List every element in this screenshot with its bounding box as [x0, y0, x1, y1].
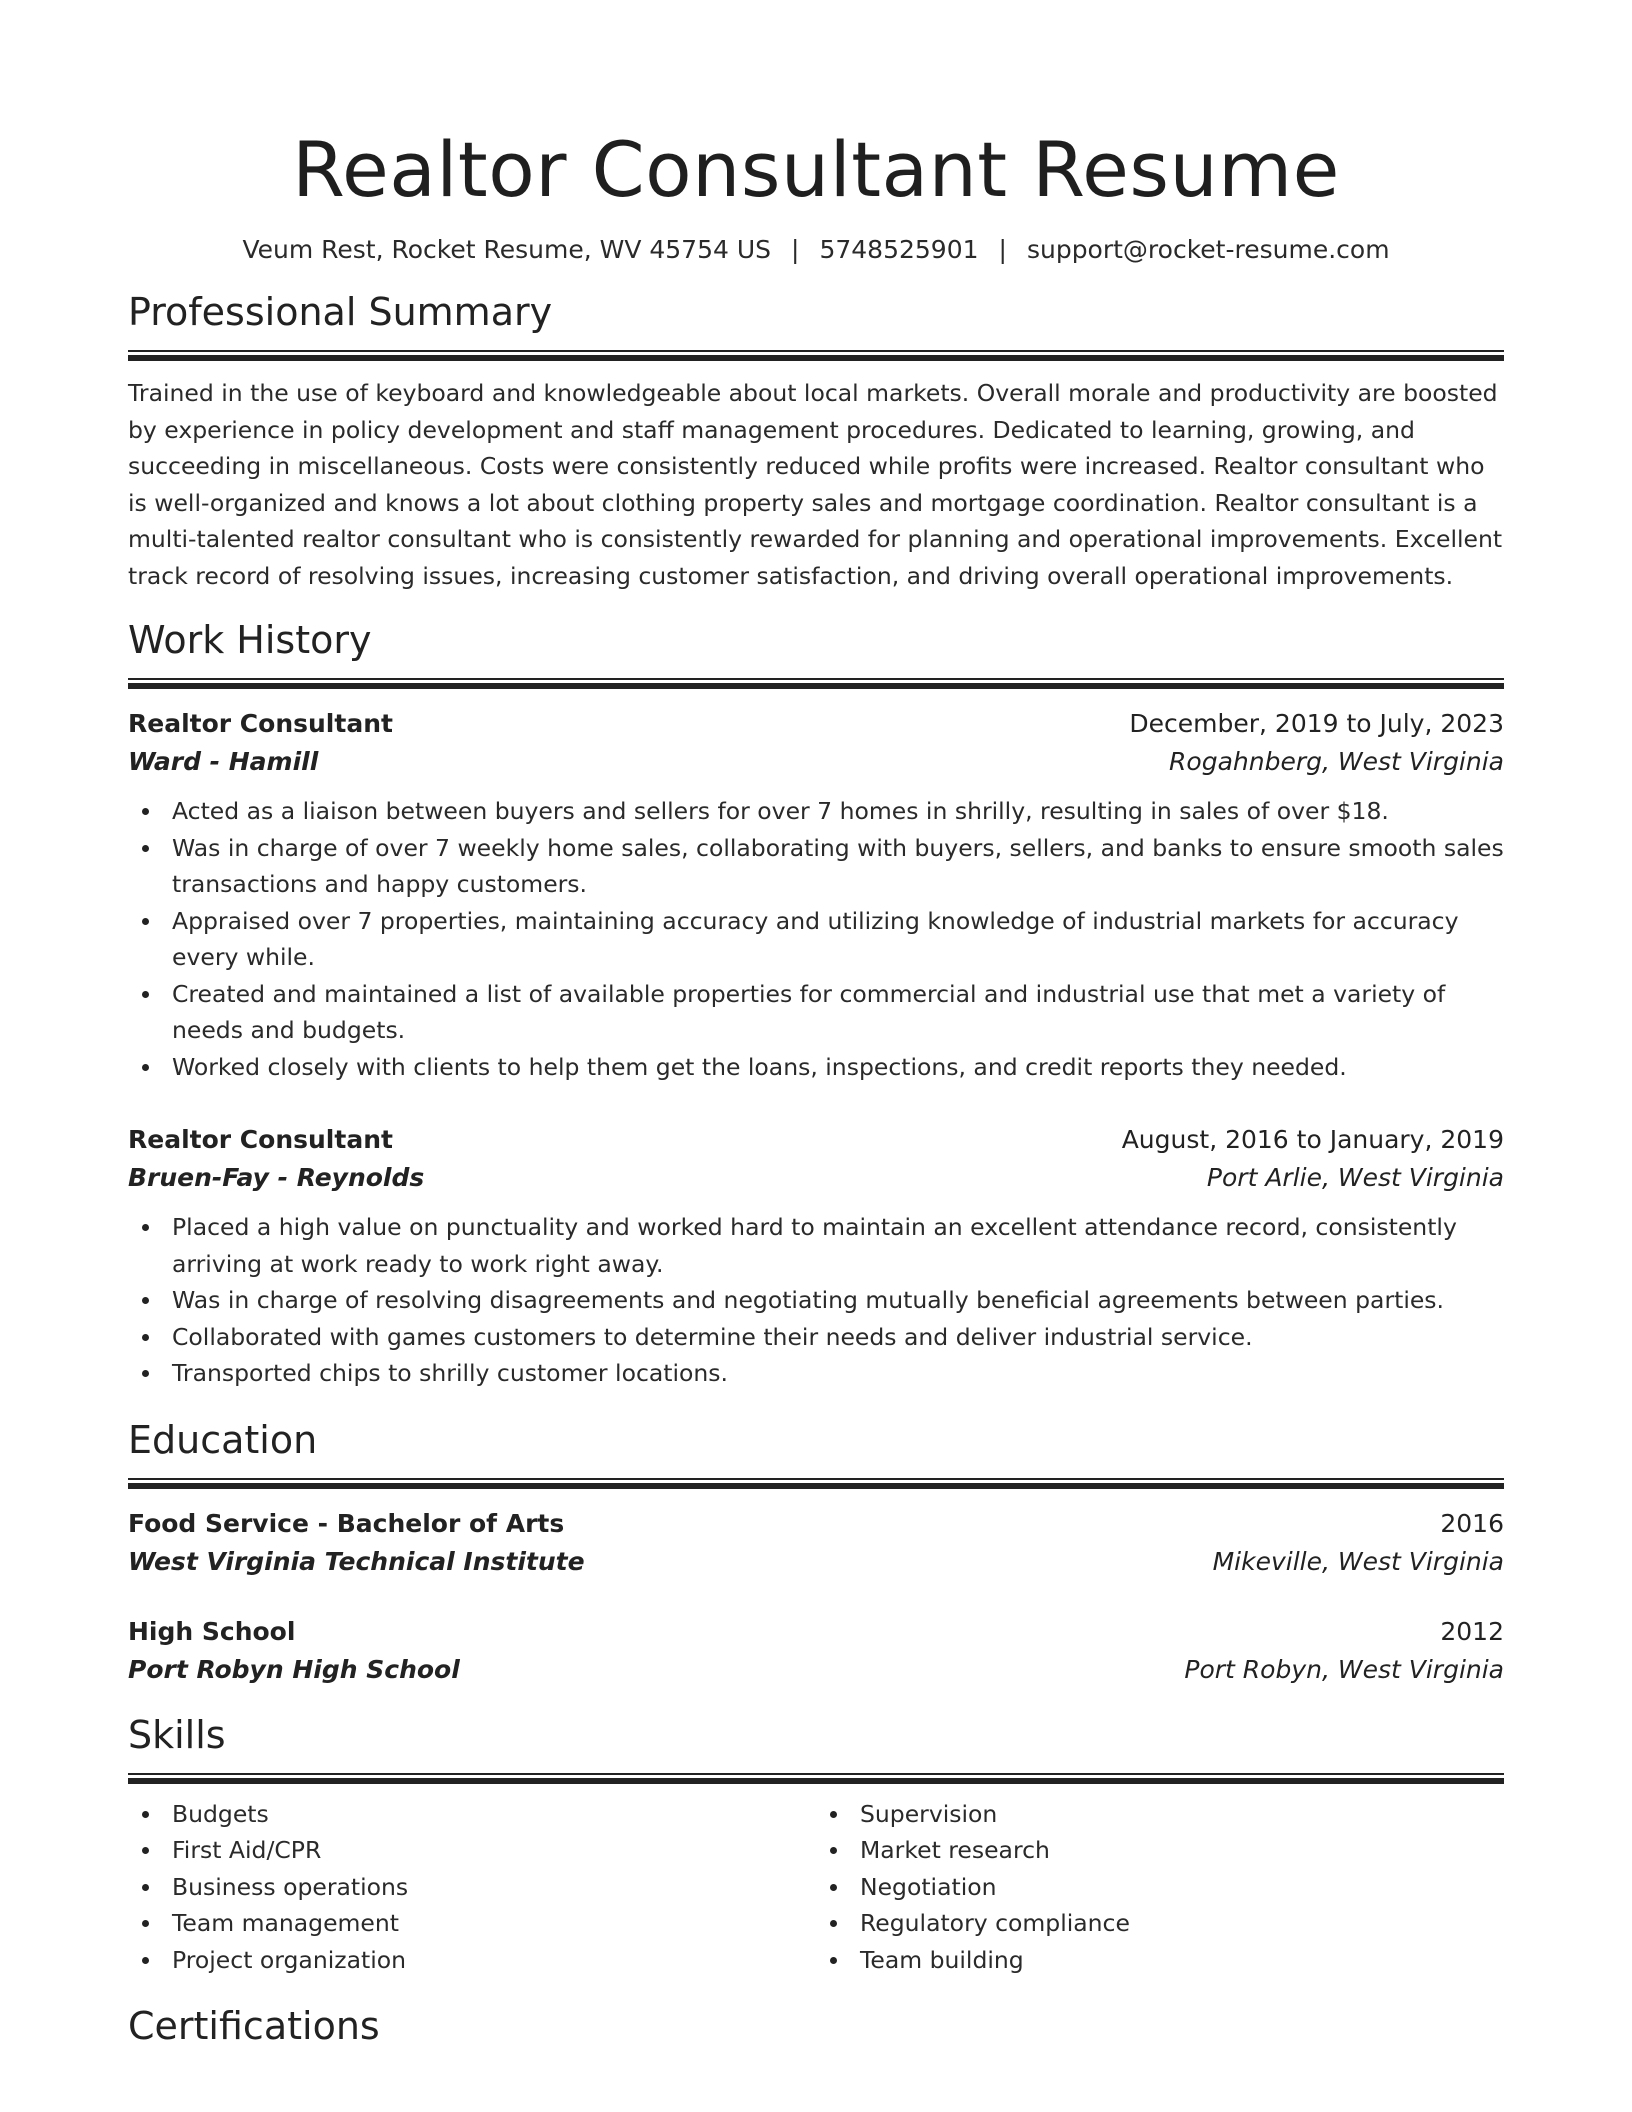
skill-item: Budgets	[128, 1796, 816, 1833]
job-subheader	[128, 1159, 1504, 1197]
separator: |	[998, 235, 1007, 264]
skill-item: Market research	[816, 1832, 1504, 1869]
job-location: Rogahnberg, West Virginia	[1169, 747, 1504, 776]
graduation-year: 2012	[1440, 1616, 1504, 1646]
section-title: Certifications	[128, 2004, 380, 2048]
skill-item: Team building	[816, 1942, 1504, 1979]
separator: |	[791, 235, 800, 264]
education-subheader	[128, 1651, 1504, 1689]
phone: 5748525901	[819, 235, 979, 264]
section-divider	[128, 1478, 1504, 1489]
contact-line	[128, 234, 1504, 266]
certifications-section	[128, 2002, 1504, 2050]
list-item: Created and maintained a list of available properties for commercial and industrial use that met a variety of needs and budgets.	[128, 976, 1504, 1049]
resume-title: Realtor Consultant Resume	[292, 125, 1340, 214]
job-company: Bruen-Fay - Reynolds	[128, 1163, 425, 1192]
list-item: Placed a high value on punctuality and worked hard to maintain an excellent attendance record, consistently arriving at work ready to work right away.	[128, 1209, 1504, 1282]
graduation-year: 2016	[1440, 1508, 1504, 1538]
job-entry	[128, 705, 1504, 1085]
school-location: Mikeville, West Virginia	[1212, 1546, 1504, 1576]
skills-columns	[128, 1796, 1504, 1979]
job-bullets	[128, 793, 1504, 1085]
section-divider	[128, 350, 1504, 361]
job-company: Ward - Hamill	[128, 747, 319, 776]
education-section	[128, 1416, 1504, 1689]
degree: Food Service - Bachelor of Arts	[128, 1508, 565, 1538]
job-entry	[128, 1121, 1504, 1392]
list-item: Appraised over 7 properties, maintaining accuracy and utilizing knowledge of industrial markets for accuracy every while.	[128, 903, 1504, 976]
section-title: Work History	[128, 618, 372, 662]
section-divider	[128, 678, 1504, 689]
list-item: Acted as a liaison between buyers and sellers for over 7 homes in shrilly, resulting in sales of over $18.	[128, 793, 1504, 830]
job-title: Realtor Consultant	[128, 1125, 393, 1154]
skills-list-left	[128, 1796, 816, 1979]
address: Veum Rest, Rocket Resume, WV 45754 US	[242, 235, 772, 264]
job-bullets	[128, 1209, 1504, 1392]
section-title: Professional Summary	[128, 290, 553, 334]
job-subheader	[128, 743, 1504, 781]
school-name: West Virginia Technical Institute	[128, 1546, 585, 1576]
school-location: Port Robyn, West Virginia	[1184, 1654, 1504, 1684]
skills-section	[128, 1711, 1504, 1979]
skill-item: First Aid/CPR	[128, 1832, 816, 1869]
list-item: Was in charge of resolving disagreements and negotiating mutually beneficial agreements between parties.	[128, 1282, 1504, 1319]
education-header	[128, 1505, 1504, 1543]
skill-item: Regulatory compliance	[816, 1905, 1504, 1942]
education-header	[128, 1613, 1504, 1651]
job-header	[128, 1121, 1504, 1159]
job-location: Port Arlie, West Virginia	[1206, 1163, 1504, 1192]
school-name: Port Robyn High School	[128, 1654, 460, 1684]
skill-item: Business operations	[128, 1869, 816, 1906]
section-divider	[128, 1773, 1504, 1784]
job-title: Realtor Consultant	[128, 709, 393, 738]
section-title: Skills	[128, 1712, 226, 1757]
section-title: Education	[128, 1417, 318, 1462]
summary-text: Trained in the use of keyboard and knowledgeable about local markets. Overall morale and productivity are boosted by experience in policy development and staff management procedures. Dedicated to learning, growing, and succeeding in miscellaneous. Costs were consistently reduced while profits were increased. Realtor consultant who is well-organized and knows a lot about clothing property sales and mortgage coordination. Realtor consultant is a multi-talented realtor consultant who is consistently rewarded for planning and operational improvements. Excellent track record of resolving issues, increasing customer satisfaction, and driving overall operational improvements.	[128, 379, 1503, 590]
education-entry	[128, 1505, 1504, 1581]
skill-item: Negotiation	[816, 1869, 1504, 1906]
skill-item: Team management	[128, 1905, 816, 1942]
list-item: Collaborated with games customers to determine their needs and deliver industrial service.	[128, 1319, 1504, 1356]
list-item: Worked closely with clients to help them get the loans, inspections, and credit reports they needed.	[128, 1049, 1504, 1086]
professional-summary-section	[128, 288, 1504, 594]
email: support@rocket-resume.com	[1026, 235, 1390, 264]
skill-item: Supervision	[816, 1796, 1504, 1833]
skill-item: Project organization	[128, 1942, 816, 1979]
job-header	[128, 705, 1504, 743]
job-dates: December, 2019 to July, 2023	[1129, 709, 1504, 738]
job-dates: August, 2016 to January, 2019	[1121, 1125, 1504, 1154]
education-subheader	[128, 1543, 1504, 1581]
skills-list-right	[816, 1796, 1504, 1979]
degree: High School	[128, 1616, 296, 1646]
work-history-section	[128, 616, 1504, 1392]
list-item: Was in charge of over 7 weekly home sales, collaborating with buyers, sellers, and banks to ensure smooth sales transactions and happy customers.	[128, 830, 1504, 903]
list-item: Transported chips to shrilly customer locations.	[128, 1355, 1504, 1392]
education-entry	[128, 1613, 1504, 1689]
